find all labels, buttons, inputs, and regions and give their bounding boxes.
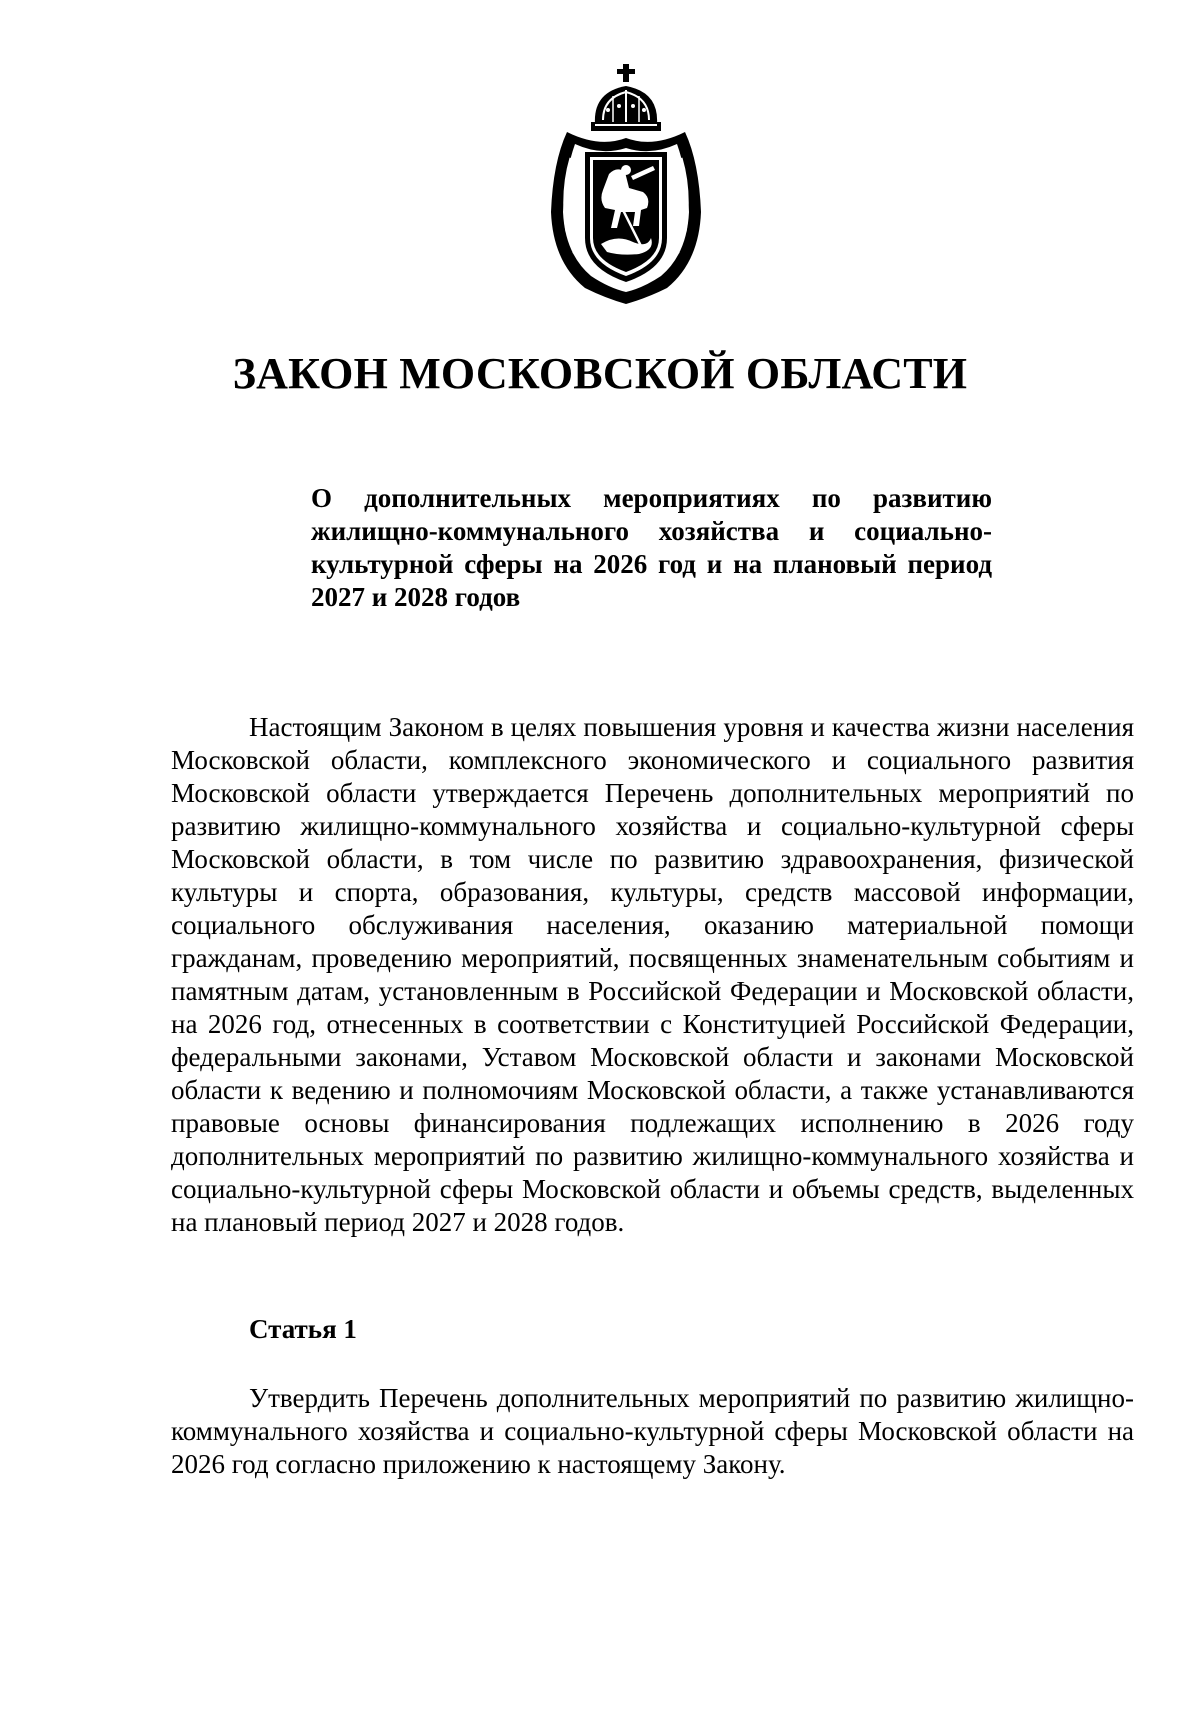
moscow-oblast-coat-of-arms-icon bbox=[533, 62, 719, 308]
article-heading: Статья 1 bbox=[249, 1314, 357, 1344]
law-title: ЗАКОН МОСКОВСКОЙ ОБЛАСТИ bbox=[232, 349, 968, 398]
law-subject: О дополнительных мероприятиях по развитию жилищно-коммунального хозяйства и социально-культурной сферы на 2026 год и на плановый период 2027 и 2028 годов bbox=[311, 483, 992, 612]
article-text: Утвердить Перечень дополнительных мероприятий по развитию жилищно-коммунального хозяйства и социально-культурной сферы Московской области на 2026 год согласно приложению к настоящему Закону. bbox=[171, 1383, 1134, 1479]
preamble-paragraph: Настоящим Законом в целях повышения уровня и качества жизни населения Московской области, комплексного экономического и социального развития Московской области утверждается Перечень дополнительных мероприятий по развитию жилищно-коммунального хозяйства и социально-культурной сферы Московской области, в том числе по развитию здравоохранения, физической культуры и спорта, образования, культуры, средств массовой информации, социального обслуживания населения, оказанию материальной помощи гражданам, проведению мероприятий, посвященных знаменательным событиям и памятным датам, установленным в Российской Федерации и Московской области, на 2026 год, отнесенных в соответствии с Конституцией Российской Федерации, федеральными законами, Уставом Московской области и законами Московской области к ведению и полномочиям Московской области, а также устанавливаются правовые основы финансирования подлежащих исполнению в 2026 году дополнительных мероприятий по развитию жилищно-коммунального хозяйства и социально-культурной сферы Московской области и объемы средств, выделенных на плановый период 2027 и 2028 годов. bbox=[171, 712, 1134, 1237]
